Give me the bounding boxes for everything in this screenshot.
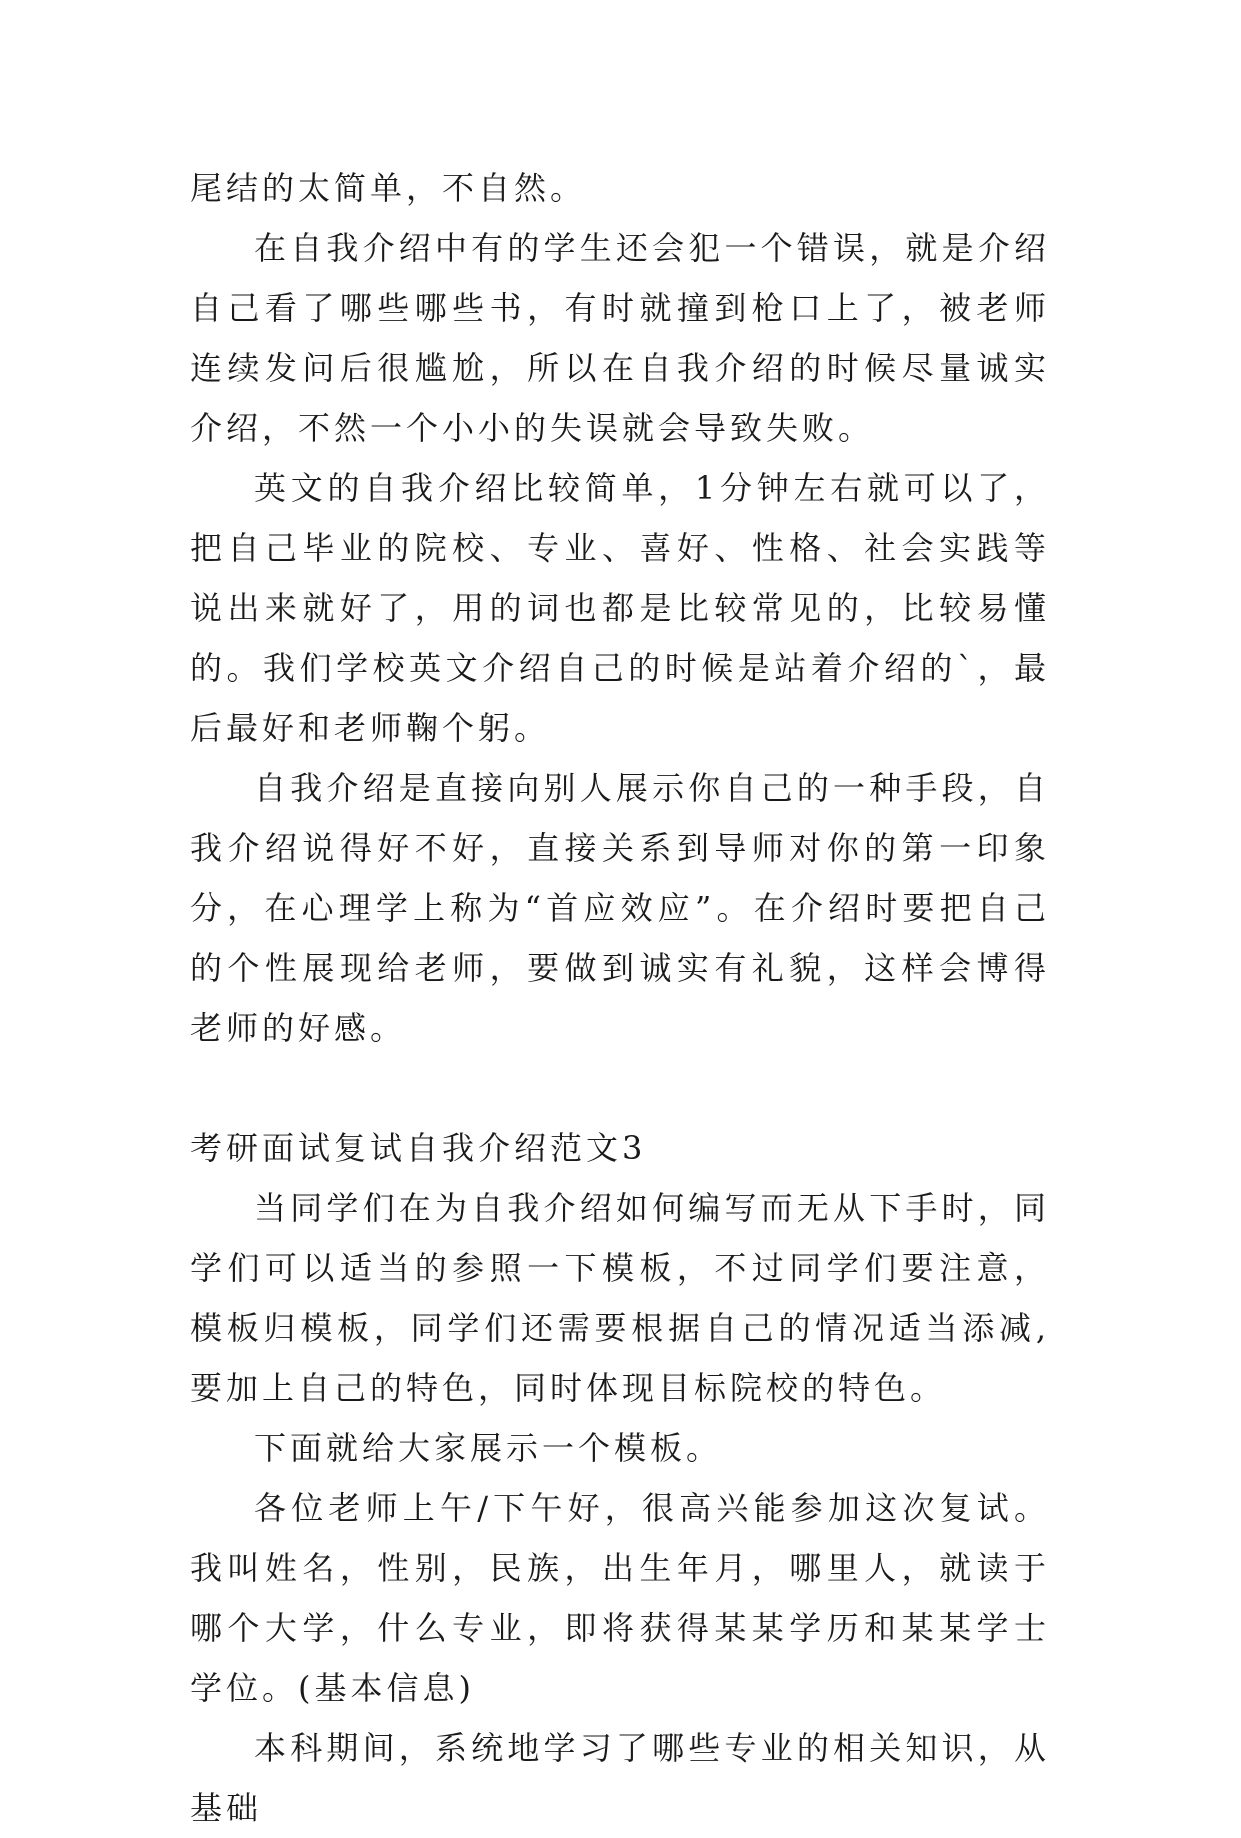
section-title: 考研面试复试自我介绍范文3 <box>190 1129 647 1167</box>
paragraph-english-intro: 英文的自我介绍比较简单，1分钟左右就可以了，把自己毕业的院校、专业、喜好、性格、社会实践等说出来就好了，用的词也都是比较常见的，比较易懂的。我们学校英文介绍自己的时候是站着介绍的`，最后最好和老师鞠个躬。 <box>190 469 1050 747</box>
paragraph-undergrad: 本科期间，系统地学习了哪些专业的相关知识，从基础 <box>190 1729 1050 1827</box>
paragraph-continuation: 尾结的太简单，不自然。 <box>190 169 587 207</box>
paragraph-template-intro: 下面就给大家展示一个模板。 <box>254 1429 723 1467</box>
paragraph-template-advice: 当同学们在为自我介绍如何编写而无从下手时，同学们可以适当的参照一下模板，不过同学们要注意，模板归模板，同学们还需要根据自己的情况适当添减,要加上自己的特色，同时体现目标院校的特色。 <box>190 1189 1050 1407</box>
paragraph-mistake: 在自我介绍中有的学生还会犯一个错误，就是介绍自己看了哪些哪些书，有时就撞到枪口上了，被老师连续发问后很尴尬，所以在自我介绍的时候尽量诚实介绍，不然一个小小的失误就会导致失败。 <box>190 229 1050 447</box>
paragraph-greeting: 各位老师上午/下午好，很高兴能参加这次复试。我叫姓名，性别，民族，出生年月，哪里人，就读于哪个大学，什么专业，即将获得某某学历和某某学士学位。(基本信息) <box>190 1489 1050 1707</box>
document-body <box>190 158 1050 1838</box>
paragraph-first-impression: 自我介绍是直接向别人展示你自己的一种手段，自我介绍说得好不好，直接关系到导师对你的第一印象分，在心理学上称为“首应效应”。在介绍时要把自己的个性展现给老师，要做到诚实有礼貌，这样会博得老师的好感。 <box>190 769 1050 1047</box>
